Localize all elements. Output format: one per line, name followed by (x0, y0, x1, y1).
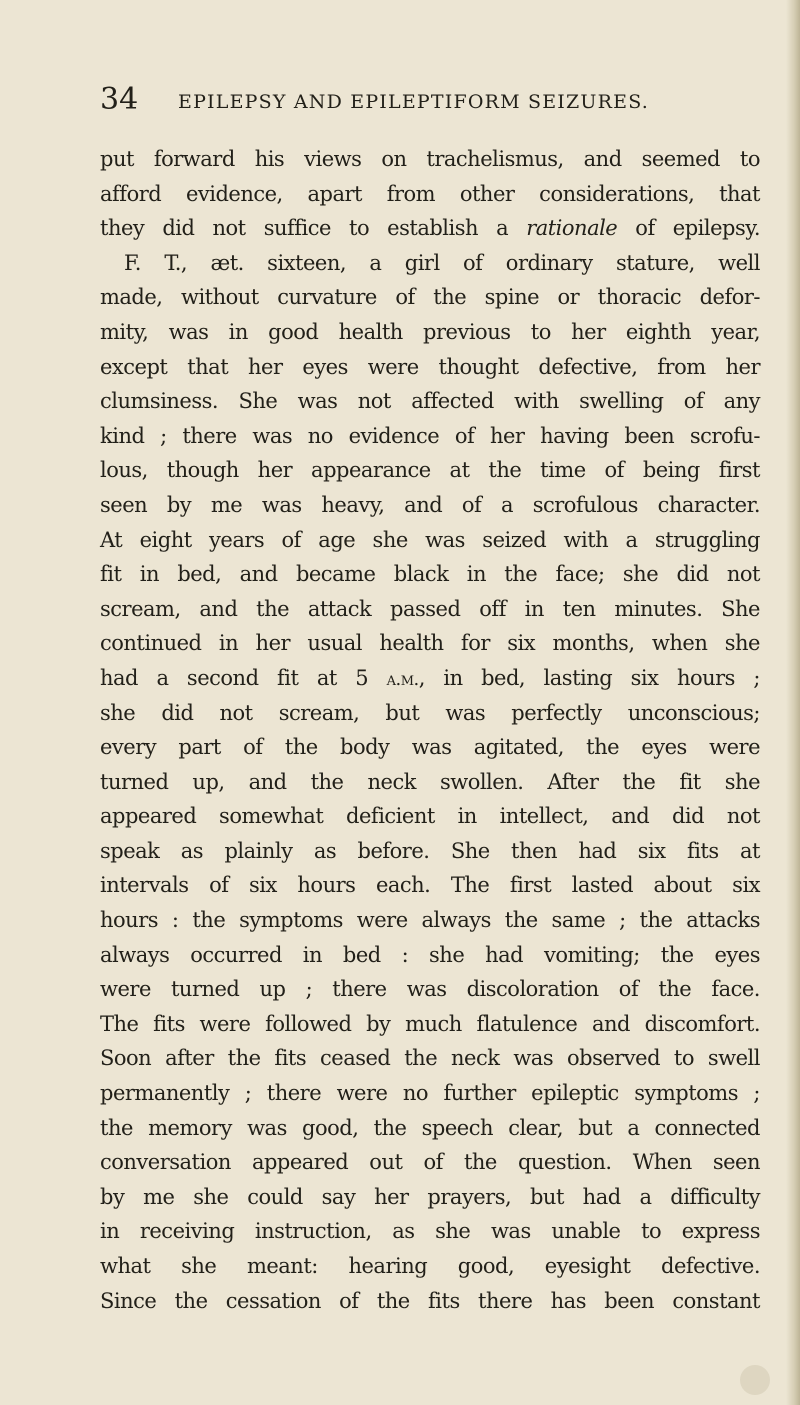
text-line: continued in her usual health for six months, when she (100, 631, 760, 656)
text-line: seen by me was heavy, and of a scrofulous character. (100, 492, 760, 517)
text-line (100, 211, 760, 246)
paper-stain (740, 1365, 770, 1395)
italic-word: rationale (526, 216, 618, 241)
page-edge-shadow (786, 0, 800, 1405)
text-line: fit in bed, and became black in the face; she did not (100, 562, 760, 587)
text-segment: they did not suffice to establish a (100, 216, 527, 241)
text-line: by me she could say her prayers, but had a difficulty (100, 1184, 760, 1209)
text-line: except that her eyes were thought defective, from her (100, 354, 760, 379)
text-line: scream, and the attack passed off in ten minutes. She (100, 596, 760, 621)
text-line: Since the cessation of the fits there has been constant (100, 1288, 760, 1313)
page-number: 34 (100, 82, 139, 117)
text-line: F. T., æt. sixteen, a girl of ordinary stature, well (124, 250, 760, 275)
text-line: were turned up ; there was discoloration of the face. (100, 977, 760, 1002)
text-line (100, 661, 760, 696)
smallcaps-abbrev: a.m. (386, 668, 419, 690)
text-line: lous, though her appearance at the time of being first (100, 458, 760, 483)
text-line: The fits were followed by much flatulence and discomfort. (100, 1011, 760, 1036)
text-line: made, without curvature of the spine or thoracic defor- (100, 285, 760, 310)
text-line: turned up, and the neck swollen. After the fit she (100, 769, 760, 794)
text-line: intervals of six hours each. The first lasted about six (100, 873, 760, 898)
text-line: she did not scream, but was perfectly unconscious; (100, 700, 760, 725)
text-segment: of epilepsy. (617, 216, 760, 241)
text-segment: had a second fit at 5 (100, 665, 387, 690)
text-line: in receiving instruction, as she was unable to express (100, 1219, 760, 1244)
text-segment: , in bed, lasting six hours ; (418, 665, 760, 690)
text-line: At eight years of age she was seized with a struggling (100, 527, 760, 552)
text-line: speak as plainly as before. She then had six fits at (100, 838, 760, 863)
text-line: clumsiness. She was not affected with swelling of any (100, 389, 760, 414)
text-line: permanently ; there were no further epileptic symptoms ; (100, 1081, 760, 1106)
page-header (100, 80, 760, 120)
body-text (100, 142, 760, 1318)
text-line: kind ; there was no evidence of her having been scrofu- (100, 423, 760, 448)
text-line: mity, was in good health previous to her eighth year, (100, 319, 760, 344)
text-line: afford evidence, apart from other considerations, that (100, 181, 760, 206)
text-line: hours : the symptoms were always the same ; the attacks (100, 908, 760, 933)
text-line: Soon after the fits ceased the neck was observed to swell (100, 1046, 760, 1071)
running-head: EPILEPSY AND EPILEPTIFORM SEIZURES. (178, 91, 649, 113)
text-line: put forward his views on trachelismus, and seemed to (100, 147, 760, 171)
text-line: the memory was good, the speech clear, but a connected (100, 1115, 760, 1140)
text-line: what she meant: hearing good, eyesight defective. (100, 1254, 760, 1278)
text-line: appeared somewhat deficient in intellect, and did not (100, 804, 760, 829)
text-line: conversation appeared out of the question. When seen (100, 1150, 760, 1175)
text-line: always occurred in bed : she had vomiting; the eyes (100, 942, 760, 967)
text-line: every part of the body was agitated, the eyes were (100, 735, 760, 760)
